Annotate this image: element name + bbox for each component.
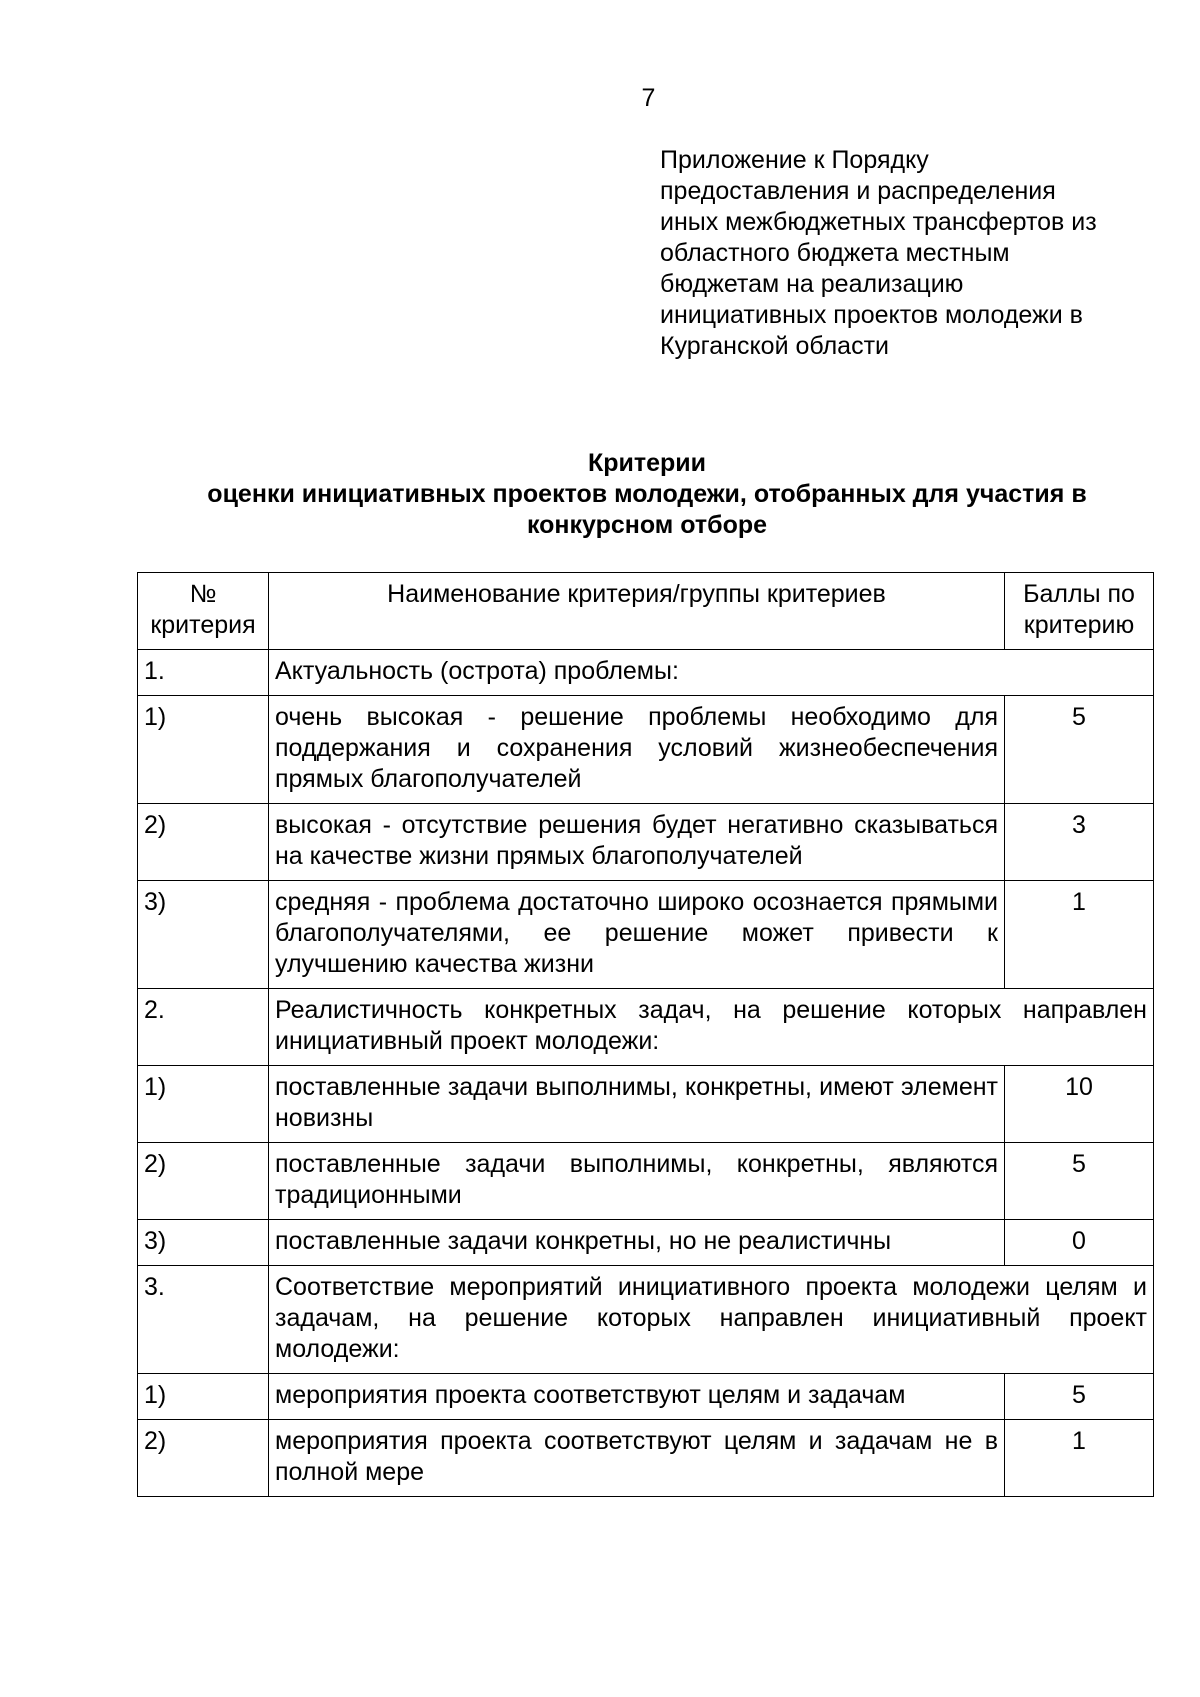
criterion-number: 3): [138, 881, 269, 989]
criterion-number: 3): [138, 1220, 269, 1266]
criterion-score: 10: [1005, 1066, 1154, 1143]
appendix-line: предоставления и распределения: [660, 177, 1056, 205]
criterion-name: поставленные задачи выполнимы, конкретны, имеют элемент новизны: [269, 1066, 1005, 1143]
document-title: [137, 448, 1157, 541]
title-line-3: конкурсном отборе: [526, 511, 768, 539]
criterion-number: 1): [138, 1066, 269, 1143]
table-header-row: [138, 573, 1154, 650]
criterion-number: 2): [138, 1420, 269, 1497]
criterion-score: 5: [1005, 1374, 1154, 1420]
criterion-name: мероприятия проекта соответствуют целям и задачам не в полной мере: [269, 1420, 1005, 1497]
criterion-group-name: Соответствие мероприятий инициативного проекта молодежи целям и задачам, на решение которых направлен инициативный проект молодежи:: [269, 1266, 1154, 1374]
criterion-number: 1): [138, 696, 269, 804]
appendix-line: инициативных проектов молодежи в: [660, 301, 1083, 329]
criterion-name: высокая - отсутствие решения будет негативно сказываться на качестве жизни прямых благополучателей: [269, 804, 1005, 881]
appendix-line: областного бюджета местным: [660, 239, 1010, 267]
header-number: № критерия: [138, 573, 269, 650]
header-name: Наименование критерия/группы критериев: [269, 573, 1005, 650]
criterion-name: поставленные задачи выполнимы, конкретны, являются традиционными: [269, 1143, 1005, 1220]
criteria-row: [138, 1374, 1154, 1420]
criterion-number: 3.: [138, 1266, 269, 1374]
appendix-note: [660, 145, 1150, 362]
criterion-score: 1: [1005, 1420, 1154, 1497]
criterion-number: 2): [138, 804, 269, 881]
criterion-number: 2.: [138, 989, 269, 1066]
criterion-score: 1: [1005, 881, 1154, 989]
criteria-row: [138, 1220, 1154, 1266]
appendix-line: Курганской области: [660, 332, 890, 360]
criteria-group-row: [138, 650, 1154, 696]
criterion-score: 5: [1005, 696, 1154, 804]
criteria-group-row: [138, 989, 1154, 1066]
criterion-name: поставленные задачи конкретны, но не реалистичны: [269, 1220, 1005, 1266]
table-body: [138, 650, 1154, 1497]
appendix-line: бюджетам на реализацию: [660, 270, 964, 298]
criterion-group-name: Реалистичность конкретных задач, на решение которых направлен инициативный проект молодежи:: [269, 989, 1154, 1066]
criteria-row: [138, 696, 1154, 804]
criteria-group-row: [138, 1266, 1154, 1374]
criterion-number: 1.: [138, 650, 269, 696]
criteria-row: [138, 1066, 1154, 1143]
criterion-name: мероприятия проекта соответствуют целям и задачам: [269, 1374, 1005, 1420]
criteria-table: [137, 572, 1154, 1497]
appendix-line: иных межбюджетных трансфертов из: [660, 208, 1097, 236]
criterion-name: средняя - проблема достаточно широко осознается прямыми благополучателями, ее решение может привести к улучшению качества жизни: [269, 881, 1005, 989]
criteria-row: [138, 1143, 1154, 1220]
criteria-row: [138, 804, 1154, 881]
criterion-group-name: Актуальность (острота) проблемы:: [269, 650, 1154, 696]
criterion-number: 1): [138, 1374, 269, 1420]
page-number: 7: [641, 84, 656, 112]
criterion-score: 0: [1005, 1220, 1154, 1266]
appendix-line: Приложение к Порядку: [660, 146, 929, 174]
header-score: Баллы по критерию: [1005, 573, 1154, 650]
title-line-1: Критерии: [587, 449, 707, 477]
criterion-number: 2): [138, 1143, 269, 1220]
criterion-name: очень высокая - решение проблемы необходимо для поддержания и сохранения условий жизнеобеспечения прямых благополучателей: [269, 696, 1005, 804]
criteria-row: [138, 881, 1154, 989]
criteria-row: [138, 1420, 1154, 1497]
title-line-2: оценки инициативных проектов молодежи, отобранных для участия в: [207, 480, 1087, 508]
criterion-score: 5: [1005, 1143, 1154, 1220]
criterion-score: 3: [1005, 804, 1154, 881]
